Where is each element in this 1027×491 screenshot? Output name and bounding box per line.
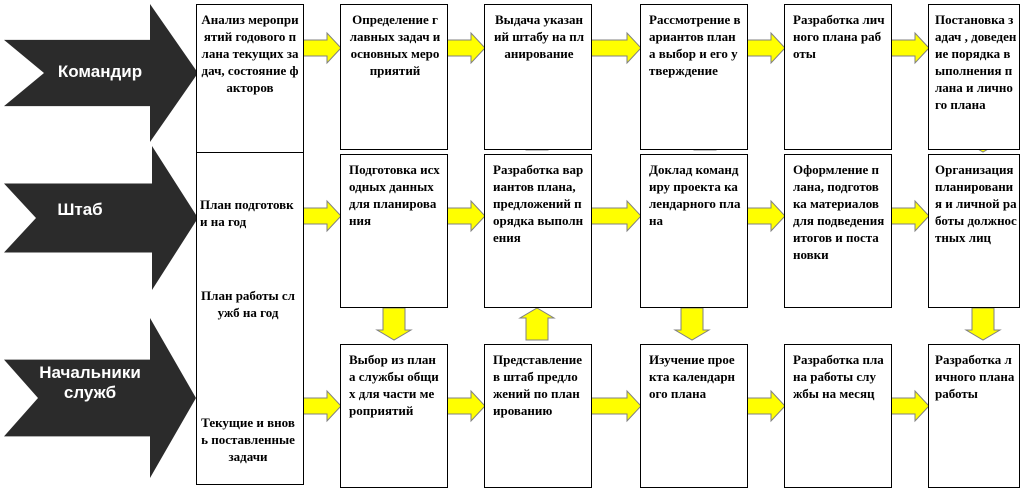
flow-arrow-commander-3: [591, 33, 641, 63]
flow-arrow-services-2: [447, 391, 485, 421]
flow-arrow-staff-1: [303, 201, 341, 231]
services-step-select-measures: Выбор из плана службы общих для части мероприятий: [340, 344, 448, 488]
input-current-tasks: Текущие и вновь поставленные задачи: [201, 415, 295, 464]
flow-arrow-services-5: [891, 391, 929, 421]
services-step-personal-plan: Разработка личного плана работы: [928, 344, 1020, 488]
arrow-down-organization-to-personal-plan: [966, 308, 1000, 340]
commander-step-personal-plan: Разработка личного плана работы: [784, 4, 892, 150]
services-step-monthly-plan: Разработка плана работы службы на месяц: [784, 344, 892, 488]
commander-step-set-tasks: Постановка задач , доведение порядка выполнения плана и личного плана: [928, 4, 1020, 150]
flow-arrow-commander-1: [303, 33, 341, 63]
staff-step-organize-planning: Организация планирования и личной работы должностных лиц: [928, 154, 1020, 308]
lane-label-commander: Командир: [57, 62, 143, 81]
flow-arrow-commander-5: [891, 33, 929, 63]
flow-arrow-services-1: [303, 391, 341, 421]
input-annual-training-plan: План подготовки на год: [200, 197, 294, 229]
lane-label-staff: Штаб: [57, 200, 103, 219]
flow-arrow-staff-4: [747, 201, 785, 231]
flow-arrow-staff-2: [447, 201, 485, 231]
services-step-submit-proposals: Представление в штаб предложений по планированию: [484, 344, 592, 488]
staff-step-report-draft: Доклад командиру проекта календарного плана: [640, 154, 748, 308]
staff-step-source-data: Подготовка исходных данных для планирования: [340, 154, 448, 308]
arrow-down-source-data-to-services: [377, 308, 411, 340]
flow-arrow-commander-4: [747, 33, 785, 63]
flow-arrow-services-4: [747, 391, 785, 421]
commander-step-main-tasks: Определение главных задач и основных мероприятий: [340, 4, 448, 150]
annual-plan-analysis-box: Анализ мероприятий годового плана текущих задач, состояние факторов: [196, 4, 304, 153]
flow-arrow-staff-5: [891, 201, 929, 231]
lane-label-services: Начальники служб: [39, 363, 141, 402]
arrow-up-proposals-to-variants: [520, 308, 554, 340]
arrow-down-report-to-study: [675, 308, 709, 340]
staff-step-plan-variants: Разработка вариантов плана, предложений порядка выполнения: [484, 154, 592, 308]
services-step-study-draft: Изучение проекта календарного плана: [640, 344, 748, 488]
commander-step-staff-instructions: Выдача указаний штабу на планирование: [484, 4, 592, 150]
commander-step-approve-plan: Рассмотрение вариантов плана выбор и его утверждение: [640, 4, 748, 150]
input-services-annual-plan: План работы служб на год: [201, 288, 295, 320]
flow-arrow-staff-3: [591, 201, 641, 231]
staff-step-finalize-plan: Оформление плана, подготовка материалов для подведения итогов и постановки: [784, 154, 892, 308]
flow-arrow-services-3: [591, 391, 641, 421]
flow-arrow-commander-2: [447, 33, 485, 63]
